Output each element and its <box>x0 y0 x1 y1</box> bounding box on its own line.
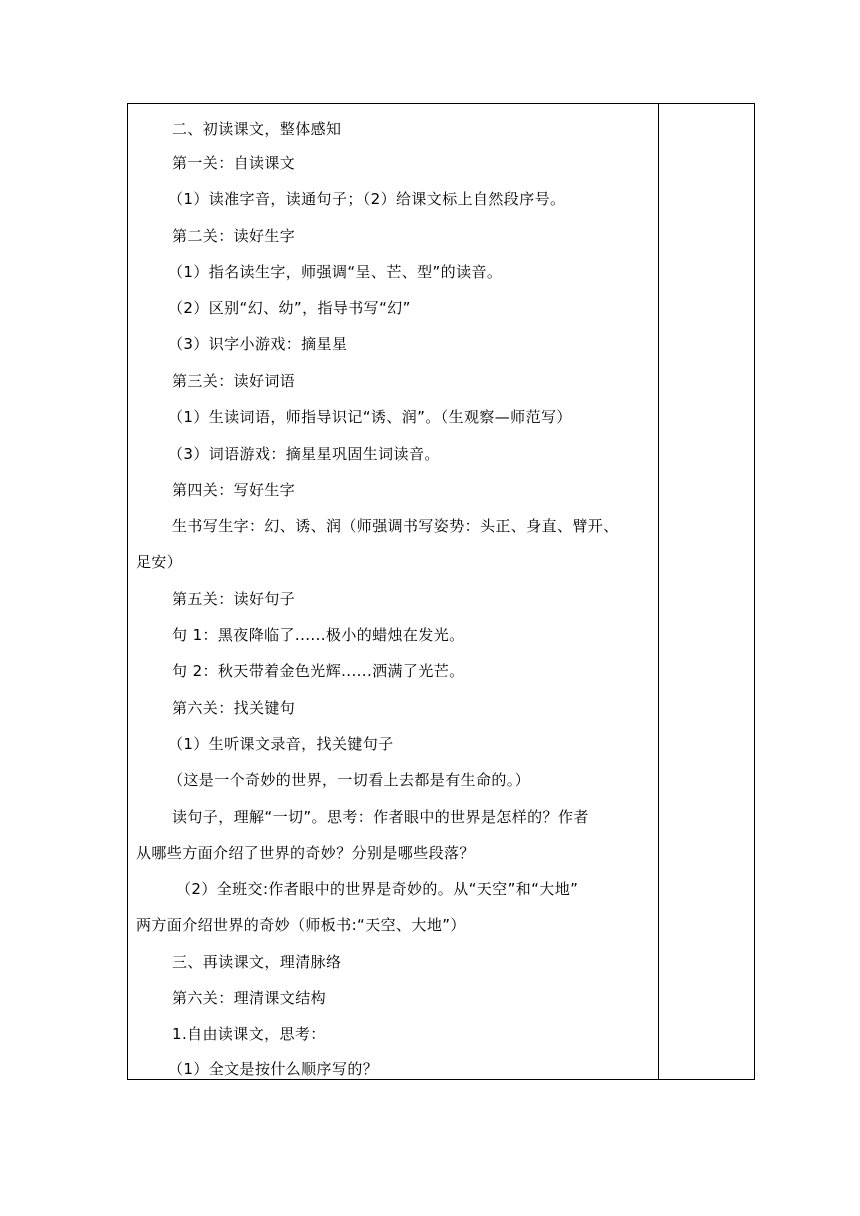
content-line: （2）全班交:作者眼中的世界是奇妙的。从“天空”和“大地” <box>176 880 579 898</box>
content-line: 句 1：黑夜降临了......极小的蜡烛在发光。 <box>172 626 465 644</box>
content-line: 足安） <box>136 553 183 571</box>
level-heading: 第二关：读好生字 <box>172 227 296 245</box>
level-heading: 第六关：找关键句 <box>172 699 296 717</box>
level-heading: 第三关：读好词语 <box>172 372 296 390</box>
content-line: （这是一个奇妙的世界，一切看上去都是有生命的。） <box>168 771 531 789</box>
content-line: （1）读准字音，读通句子；（2）给课文标上自然段序号。 <box>168 190 566 208</box>
level-heading: 第六关：理清课文结构 <box>172 989 327 1007</box>
level-heading: 第五关：读好句子 <box>172 590 296 608</box>
content-line: 读句子，理解“一切”。思考：作者眼中的世界是怎样的？作者 <box>172 808 589 826</box>
content-line: 从哪些方面介绍了世界的奇妙？分别是哪些段落？ <box>136 844 475 862</box>
content-line: 1.自由读课文，思考： <box>172 1025 326 1043</box>
content-line: （1）全文是按什么顺序写的？ <box>168 1060 379 1078</box>
content-line: （3）词语游戏：摘星星巩固生词读音。 <box>168 445 440 463</box>
content-line: 生书写生字：幻、诱、润（师强调书写姿势：头正、身直、臂开、 <box>172 517 619 535</box>
lesson-content-cell <box>128 104 658 1079</box>
content-line: 句 2：秋天带着金色光辉......洒满了光芒。 <box>172 662 465 680</box>
level-heading: 第四关：写好生字 <box>172 481 296 499</box>
section-heading: 三、再读课文，理清脉络 <box>172 953 342 971</box>
column-divider <box>658 104 659 1079</box>
lesson-plan-table <box>127 103 755 1080</box>
level-heading: 第一关：自读课文 <box>172 154 296 172</box>
content-line: （3）识字小游戏：摘星星 <box>168 335 348 353</box>
content-line: （1）生读词语，师指导识记“诱、润”。（生观察—师范写） <box>168 408 572 426</box>
content-line: 两方面介绍世界的奇妙（师板书:“天空、大地”） <box>136 916 466 934</box>
content-line: （1）指名读生字，师强调“呈、芒、型”的读音。 <box>168 263 503 281</box>
content-line: （2）区别“幻、幼”，指导书写“幻” <box>168 299 411 317</box>
content-line: （1）生听课文录音，找关键句子 <box>168 735 394 753</box>
section-heading: 二、初读课文，整体感知 <box>172 120 342 138</box>
